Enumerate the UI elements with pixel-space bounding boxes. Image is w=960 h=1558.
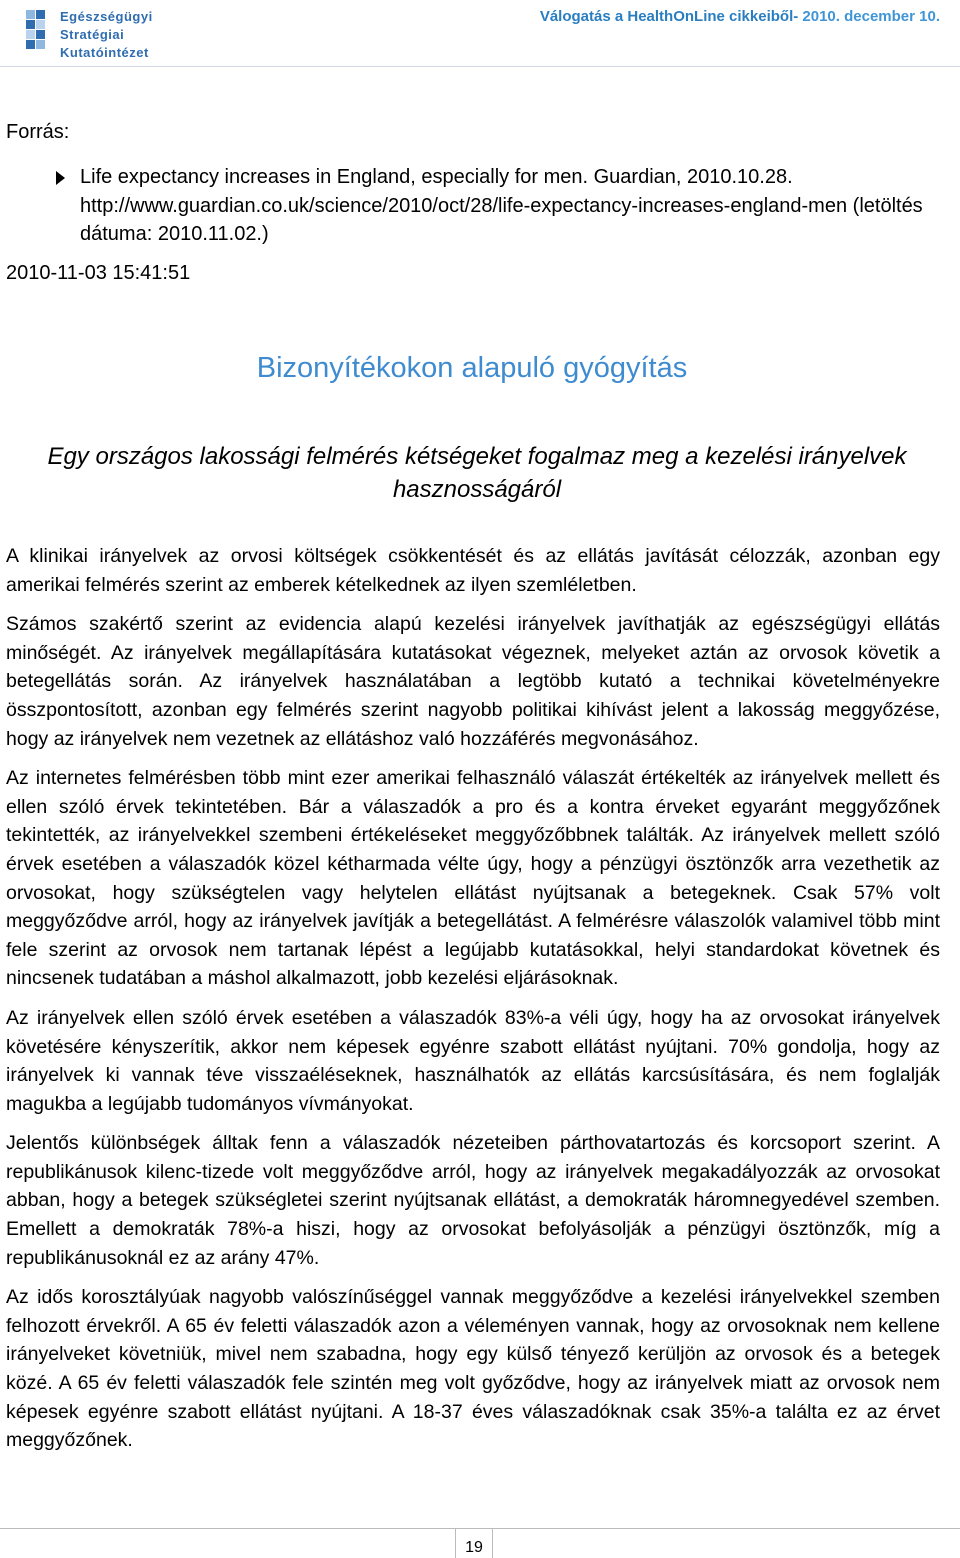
running-header: [540, 8, 940, 25]
paragraph-3: Az internetes felmérésben több mint ezer amerikai felhasználó válaszát értékelték az irányelvek mellett és ellen szóló érvek tekintetében. Bár a válaszadók a pro és a kontra érveket egyaránt meggyőzőnek tekintették, az irányelvekkel szembeni értékeléseket meggyőzőbbnek találták. Az irányelvek mellett szóló érvek esetében a válaszadók közel kétharmada vélte úgy, hogy a pénzügyi ösztönzők arra vezethetik az orvosokat, hogy szükségtelen vagy helytelen ellátást nyújtsanak a betegeknek. Csak 57% volt meggyőződve arról, hogy az irányelvek javítják a betegellátást. A felmérésre válaszolók valamivel több mint fele szerint az orvosok nem tartanak lépést a legújabb kutatásokkal, helyi standardokat követnek és nincsenek tudatában a máshol alkalmazott, jobb kezelési eljárásoknak.: [6, 767, 940, 990]
paragraph-2: Számos szakértő szerint az evidencia alapú kezelési irányelvek javíthatják az egészségügyi ellátás minőségét. Az irányelvek megállapítására kutatásokat végeznek, melyeket aztán az orvosok követik a betegellátás során. Az irányelvek használatában a legtöbb kutató a technikai követelményekre összpontosított, azonban egy felmérés szerint nagyobb politikai kihívást jelent a lakosság meggyőzése, hogy az irányelvek nem vezetnek az ellátáshoz való hozzáférés megvonásához.: [6, 613, 940, 750]
page-number-box: [455, 1529, 493, 1558]
institute-logo: [24, 6, 164, 62]
source-list-item: [80, 163, 940, 249]
bullet-arrow-icon: [56, 171, 65, 185]
article-timestamp: 2010-11-03 15:41:51: [6, 262, 191, 284]
article-title: Bizonyítékokon alapuló gyógyítás: [256, 352, 688, 384]
paragraph-1: A klinikai irányelvek az orvosi költségek csökkentését és az ellátás javítását célozzák, azonban egy amerikai felmérés szerint az emberek kételkednek az ilyen szemléletben.: [6, 545, 940, 596]
source-citation: Life expectancy increases in England, especially for men. Guardian, 2010.10.28.: [80, 166, 793, 188]
logo-line-2: Stratégiai: [60, 27, 125, 42]
header-divider: [0, 66, 960, 67]
article-body: [6, 542, 940, 1466]
header-date: 2010. december 10.: [802, 8, 940, 25]
logo-mark-icon: [24, 8, 54, 58]
paragraph-4: Az irányelvek ellen szóló érvek esetében a válaszadók 83%-a véli úgy, hogy ha az orvosokat irányelvek követésére kényszerítik, akkor nem képesek egyénre szabott ellátást nyújtani. 70% gondolja, hogy az irányelvek ki vannak téve visszaéléseknek, használhatók az ellátás karcsúsítására, és nem foglalják magukba a legújabb tudományos vívmányokat.: [6, 1006, 940, 1115]
paragraph-6: Az idős korosztályúak nagyobb valószínűséggel vannak meggyőződve a kezelési irányelvekkel szemben felhozott érvekről. A 65 év feletti válaszadók azon a véleményen vannak, hogy az orvosoknak nem kellene irányelveket követniük, mivel nem szabadna, hogy egy külső tényező kerüljön az orvosok és a betegek közé. A 65 év feletti válaszadók fele szintén meg volt győződve, hogy az irányelvek miatt az orvosok nem képesek egyénre szabott ellátást nyújtani. A 18-37 éves válaszadóknak csak 35%-a találta ez az érvet meggyőzőnek.: [6, 1286, 940, 1452]
paragraph-5: Jelentős különbségek álltak fenn a válaszadók nézeteiben párthovatartozás és korcsoport szerint. A republikánusok kilenc-tizede volt meggyőződve arról, hogy az irányelvek megakadályozzák az orvosokat abban, hogy a betegek szükségletei szerint nyújtsanak ellátást, a demokraták háromnegyedével szemben. Emellett a demokraták 78%-a hiszi, hogy az orvosokat befolyásolják a pénzügyi ösztönzők, míg a republikánusoknál ez az arány 47%.: [6, 1132, 940, 1269]
source-download-date: (letöltés dátuma: 2010.11.02.): [80, 194, 923, 245]
sources-label: Forrás:: [6, 121, 70, 143]
logo-line-1: Egészségügyi: [60, 9, 153, 24]
logo-line-3: Kutatóintézet: [60, 45, 149, 60]
running-title: Válogatás a HealthOnLine cikkeiből-: [539, 8, 799, 25]
source-link[interactable]: http://www.guardian.co.uk/science/2010/oct/28/life-expectancy-increases-england-men: [80, 194, 848, 217]
page-number: 19: [465, 1539, 483, 1556]
page-header: [0, 0, 960, 70]
article-subtitle: Egy országos lakossági felmérés kétségeket fogalmaz meg a kezelési irányelvek hasznosságáról: [47, 443, 907, 503]
logo-text: [60, 8, 153, 62]
